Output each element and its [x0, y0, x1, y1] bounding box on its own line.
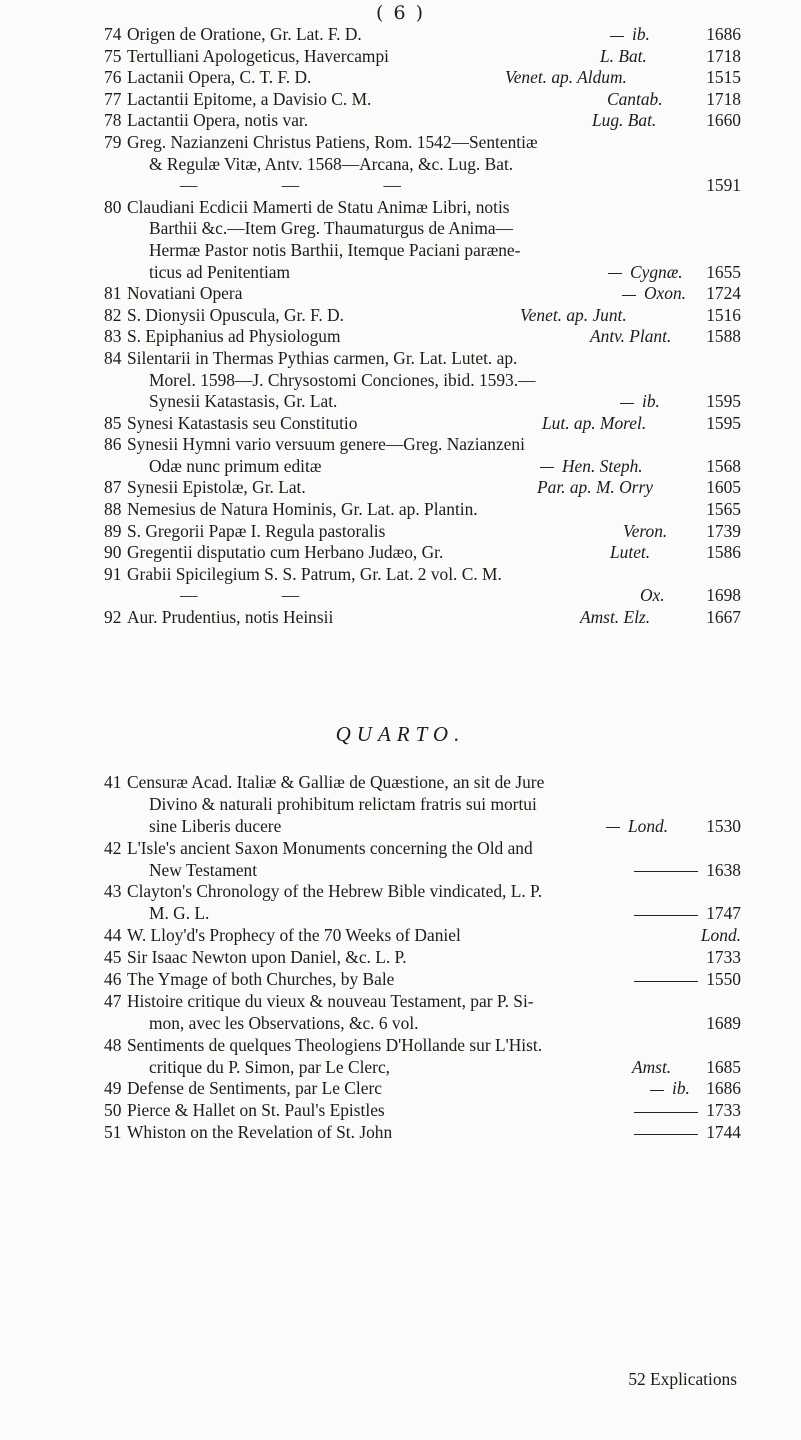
- entry-title: Synesii Epistolæ, Gr. Lat.: [127, 477, 306, 498]
- imprint-date: [634, 903, 741, 925]
- catalog-entry: [0, 521, 801, 543]
- catalog-entry: [0, 969, 801, 991]
- imprint-date-text: 1515: [706, 67, 741, 88]
- dash-rule: [622, 295, 636, 296]
- imprint-place: [590, 326, 671, 348]
- entry-title: W. Lloy'd's Prophecy of the 70 Weeks of Daniel: [127, 925, 461, 946]
- imprint-date-text: 1595: [706, 391, 741, 412]
- imprint-date-text: 1689: [706, 1012, 741, 1033]
- imprint-place-text: Lut. ap. Morel.: [542, 412, 647, 433]
- entry-title: Synesii Katastasis, Gr. Lat.: [149, 391, 338, 412]
- entry-number: 44: [104, 925, 122, 946]
- entry-line: [0, 1122, 801, 1144]
- catalog-entry: [0, 110, 801, 132]
- catalog-entry: [0, 991, 801, 1035]
- entry-number: 45: [104, 947, 122, 968]
- entry-number: 47: [104, 990, 122, 1011]
- entry-number: 42: [104, 837, 122, 858]
- imprint-date-text: 1718: [706, 88, 741, 109]
- entry-number: 89: [104, 520, 122, 541]
- imprint-date-text: 1718: [706, 45, 741, 66]
- catalog-entry: [0, 1078, 801, 1100]
- imprint-date: [706, 110, 741, 132]
- entry-title: Greg. Nazianzeni Christus Patiens, Rom. 1542—Sententiæ: [127, 131, 538, 152]
- imprint-place-text: Lutet.: [610, 542, 651, 563]
- entry-number: 77: [104, 88, 122, 109]
- entry-title: Tertulliani Apologeticus, Havercampi: [127, 45, 389, 66]
- entry-line: [0, 391, 801, 413]
- entry-line: [0, 499, 801, 521]
- entry-line: [0, 456, 801, 478]
- imprint-date: [706, 262, 741, 284]
- entry-line: [0, 991, 801, 1013]
- dash-rule: [610, 36, 624, 37]
- entry-number: 87: [104, 477, 122, 498]
- entry-line: [0, 838, 801, 860]
- imprint-place: [610, 24, 650, 46]
- entry-number: 46: [104, 969, 122, 990]
- imprint-place: [701, 925, 741, 947]
- entry-line: [0, 1057, 801, 1079]
- entry-title: & Regulæ Vitæ, Antv. 1568—Arcana, &c. Lug. Bat.: [149, 153, 514, 174]
- entry-line: [0, 154, 801, 176]
- imprint-place-text: Amst. Elz.: [580, 607, 651, 628]
- entry-line: [0, 881, 801, 903]
- entry-number: 81: [104, 283, 122, 304]
- entry-title: Hermæ Pastor notis Barthii, Itemque Paciani paræne-: [149, 239, 521, 260]
- entry-line: [0, 348, 801, 370]
- entry-title: Aur. Prudentius, notis Heinsii: [127, 607, 334, 628]
- imprint-date-text: 1667: [706, 607, 741, 628]
- imprint-date-text: 1660: [706, 110, 741, 131]
- entry-number: 84: [104, 347, 122, 368]
- entry-line: [0, 413, 801, 435]
- entry-title: L'Isle's ancient Saxon Monuments concerning the Old and: [127, 837, 533, 858]
- entry-number: 82: [104, 304, 122, 325]
- catalog-entry: [0, 542, 801, 564]
- entry-line: [0, 305, 801, 327]
- entry-line: [0, 903, 801, 925]
- entry-title: sine Liberis ducere: [149, 815, 282, 836]
- section-heading-quarto: QUARTO.: [335, 722, 466, 746]
- entry-title: ticus ad Penitentiam: [149, 261, 291, 282]
- entry-title: S. Dionysii Opuscula, Gr. F. D.: [127, 304, 344, 325]
- imprint-date: [706, 283, 741, 305]
- entry-number: 85: [104, 412, 122, 433]
- catalog-entry: [0, 132, 801, 197]
- catalog-entry: [0, 1122, 801, 1144]
- imprint-place: [592, 110, 656, 132]
- catalog-entry: [0, 477, 801, 499]
- imprint-place: [608, 262, 683, 284]
- imprint-place: [600, 46, 647, 68]
- imprint-date-text: 1605: [706, 477, 741, 498]
- imprint-date: [706, 175, 741, 197]
- imprint-place: [650, 1078, 690, 1100]
- entry-title: Divino & naturali prohibitum relictam fratris sui mortui: [149, 793, 537, 814]
- entry-line: [0, 434, 801, 456]
- imprint-date: [634, 969, 741, 991]
- entry-line: [0, 67, 801, 89]
- imprint-place: [537, 477, 653, 499]
- entry-title: Synesi Katastasis seu Constitutio: [127, 412, 358, 433]
- imprint-place-text: Cygnæ.: [630, 261, 683, 282]
- imprint-place-text: ib.: [672, 1078, 690, 1099]
- imprint-date: [706, 477, 741, 499]
- imprint-date: [706, 305, 741, 327]
- imprint-place: [540, 456, 643, 478]
- imprint-date: [706, 326, 741, 348]
- entry-title: Sir Isaac Newton upon Daniel, &c. L. P.: [127, 947, 407, 968]
- imprint-place-text: Venet. ap. Junt.: [520, 304, 627, 325]
- imprint-place-text: Veron.: [623, 520, 668, 541]
- imprint-date: [706, 24, 741, 46]
- entry-title: mon, avec les Observations, &c. 6 vol.: [149, 1012, 419, 1033]
- entry-line: [0, 1035, 801, 1057]
- catalog-entry: [0, 46, 801, 68]
- imprint-date: [706, 542, 741, 564]
- imprint-place-text: Hen. Steph.: [562, 455, 643, 476]
- entry-line: [0, 89, 801, 111]
- dash-rule: [620, 403, 634, 404]
- entry-title: Barthii &c.—Item Greg. Thaumaturgus de Anima—: [149, 218, 514, 239]
- imprint-date-text: 1698: [706, 585, 741, 606]
- entry-title: Novatiani Opera: [127, 283, 243, 304]
- imprint-date-text: 1588: [706, 326, 741, 347]
- imprint-date: [634, 860, 741, 882]
- catalog-entry: [0, 564, 801, 607]
- entry-line: [0, 1100, 801, 1122]
- imprint-place-text: Amst.: [632, 1056, 672, 1077]
- entry-number: 43: [104, 881, 122, 902]
- imprint-date: [706, 499, 741, 521]
- imprint-date: [706, 521, 741, 543]
- entry-number: 74: [104, 24, 122, 44]
- entry-title: Claudiani Ecdicii Mamerti de Statu Animæ Libri, notis: [127, 196, 510, 217]
- dash-rule: [606, 827, 620, 828]
- imprint-date-text: 1744: [706, 1122, 741, 1143]
- entry-title: critique du P. Simon, par Le Clerc,: [149, 1056, 391, 1077]
- page-number: ( 6 ): [376, 2, 425, 24]
- octavo-list: [0, 24, 801, 629]
- imprint-place: [640, 585, 665, 607]
- dash-rule: [634, 871, 698, 872]
- entry-number: 76: [104, 67, 122, 88]
- entry-number: 75: [104, 45, 122, 66]
- entry-line: [0, 175, 801, 197]
- entry-line: [0, 240, 801, 262]
- entry-title: Gregentii disputatio cum Herbano Judæo, Gr.: [127, 542, 444, 563]
- entry-title: Lactanii Opera, C. T. F. D.: [127, 67, 312, 88]
- catalog-entry: [0, 326, 801, 348]
- imprint-date-text: 1733: [706, 1100, 741, 1121]
- imprint-date-text: 1686: [706, 1078, 741, 1099]
- imprint-date-text: 1565: [706, 499, 741, 520]
- entry-line: [0, 283, 801, 305]
- dash-rule: [540, 467, 554, 468]
- entry-number: 48: [104, 1034, 122, 1055]
- entry-line: [0, 772, 801, 794]
- entry-title: Lactantii Epitome, a Davisio C. M.: [127, 88, 372, 109]
- entry-line: [0, 262, 801, 284]
- imprint-place: [505, 67, 627, 89]
- entry-title: Synesii Hymni vario versuum genere—Greg. Nazianzeni: [127, 434, 525, 455]
- entry-line: [0, 521, 801, 543]
- entry-title: Odæ nunc primum editæ: [149, 455, 322, 476]
- imprint-place: [622, 283, 686, 305]
- imprint-place: [623, 521, 667, 543]
- catalog-entry: [0, 67, 801, 89]
- entry-title: Whiston on the Revelation of St. John: [127, 1122, 393, 1143]
- imprint-date-text: 1638: [706, 859, 741, 880]
- imprint-date: [706, 947, 741, 969]
- imprint-date-text: 1516: [706, 304, 741, 325]
- imprint-date: [706, 1013, 741, 1035]
- entry-title: S. Gregorii Papæ I. Regula pastoralis: [127, 520, 386, 541]
- imprint-place-text: L. Bat.: [600, 45, 647, 66]
- entry-line: [0, 46, 801, 68]
- entry-title: Morel. 1598—J. Chrysostomi Conciones, ibid. 1593.—: [149, 369, 536, 390]
- catalog-entry: [0, 348, 801, 413]
- imprint-date-text: 1550: [706, 969, 741, 990]
- imprint-place-text: ib.: [632, 24, 650, 44]
- catalog-entry: [0, 197, 801, 283]
- catalog-entry: [0, 838, 801, 882]
- imprint-date-text: 1591: [706, 175, 741, 196]
- entry-line: [0, 197, 801, 219]
- entry-number: 78: [104, 110, 122, 131]
- imprint-date: [706, 391, 741, 413]
- imprint-date-text: 1747: [706, 903, 741, 924]
- quarto-list: [0, 772, 801, 1144]
- imprint-date: [706, 456, 741, 478]
- entry-line: [0, 477, 801, 499]
- imprint-date: [706, 46, 741, 68]
- entry-number: 50: [104, 1100, 122, 1121]
- entry-line: [0, 24, 801, 46]
- imprint-place: [580, 607, 650, 629]
- imprint-place: [607, 89, 663, 111]
- catalog-entry: [0, 305, 801, 327]
- entry-title: Clayton's Chronology of the Hebrew Bible vindicated, L. P.: [127, 881, 543, 902]
- catalog-entry: [0, 89, 801, 111]
- imprint-place: [520, 305, 627, 327]
- catalog-entry: [0, 947, 801, 969]
- imprint-place-text: Lug. Bat.: [592, 110, 657, 131]
- imprint-date-text: 1685: [706, 1056, 741, 1077]
- imprint-date-text: 1595: [706, 412, 741, 433]
- entry-line: [0, 542, 801, 564]
- dash-rule: [650, 1090, 664, 1091]
- entry-number: 90: [104, 542, 122, 563]
- entry-line: [0, 564, 801, 586]
- catalog-entry: [0, 1100, 801, 1122]
- imprint-place-text: Ox.: [640, 585, 665, 606]
- imprint-date-text: 1733: [706, 947, 741, 968]
- entry-line: [0, 860, 801, 882]
- imprint-date-text: 1586: [706, 542, 741, 563]
- entry-number: 86: [104, 434, 122, 455]
- catalog-entry: [0, 434, 801, 477]
- entry-line: [0, 132, 801, 154]
- entry-number: 92: [104, 607, 122, 628]
- catalog-entry: [0, 24, 801, 46]
- entry-title: Sentiments de quelques Theologiens D'Hollande sur L'Hist.: [127, 1034, 543, 1055]
- entry-line: [0, 925, 801, 947]
- imprint-place-text: Oxon.: [644, 283, 687, 304]
- imprint-place-text: Lond.: [628, 815, 669, 836]
- entry-line: [0, 947, 801, 969]
- entry-line: [0, 1078, 801, 1100]
- ditto-rules: — —: [180, 585, 340, 606]
- catchword: 52 Explications: [628, 1369, 737, 1389]
- entry-number: 79: [104, 131, 122, 152]
- entry-title: Nemesius de Natura Hominis, Gr. Lat. ap. Plantin.: [127, 499, 478, 520]
- entry-line: [0, 816, 801, 838]
- imprint-date-text: 1686: [706, 24, 741, 44]
- imprint-date: [706, 413, 741, 435]
- imprint-date: [706, 1078, 741, 1100]
- catalog-entry: [0, 607, 801, 629]
- entry-title: Censuræ Acad. Italiæ & Galliæ de Quæstione, an sit de Jure: [127, 772, 545, 792]
- entry-title: The Ymage of both Churches, by Bale: [127, 969, 395, 990]
- imprint-date: [706, 67, 741, 89]
- entry-title: Pierce & Hallet on St. Paul's Epistles: [127, 1100, 385, 1121]
- ditto-rules: — — —: [180, 175, 441, 196]
- catalog-entry: [0, 1035, 801, 1079]
- entry-line: [0, 326, 801, 348]
- entry-title: Histoire critique du vieux & nouveau Testament, par P. Si-: [127, 990, 534, 1011]
- dash-rule: [608, 273, 622, 274]
- catalog-entry: [0, 772, 801, 838]
- imprint-date-text: 1724: [706, 283, 741, 304]
- imprint-place-text: Venet. ap. Aldum.: [505, 67, 627, 88]
- entry-line: [0, 218, 801, 240]
- entry-number: 91: [104, 563, 122, 584]
- entry-line: [0, 969, 801, 991]
- imprint-place-text: Cantab.: [607, 88, 663, 109]
- entry-number: 83: [104, 326, 122, 347]
- imprint-date: [706, 585, 741, 607]
- imprint-place: [632, 1057, 671, 1079]
- imprint-place-text: ib.: [642, 391, 660, 412]
- imprint-place-text: Antv. Plant.: [590, 326, 672, 347]
- catalog-entry: [0, 881, 801, 925]
- entry-line: [0, 794, 801, 816]
- catalog-entry: [0, 499, 801, 521]
- imprint-place: [620, 391, 660, 413]
- entry-title: Defense de Sentiments, par Le Clerc: [127, 1078, 382, 1099]
- catalog-entry: [0, 413, 801, 435]
- imprint-date-text: 1530: [706, 815, 741, 836]
- entry-number: 88: [104, 499, 122, 520]
- entry-line: [0, 370, 801, 392]
- imprint-place-text: Lond.: [700, 925, 741, 946]
- entry-title: Silentarii in Thermas Pythias carmen, Gr. Lat. Lutet. ap.: [127, 347, 518, 368]
- imprint-date-text: 1739: [706, 520, 741, 541]
- imprint-place: [610, 542, 650, 564]
- entry-title: Origen de Oratione, Gr. Lat. F. D.: [127, 24, 362, 44]
- entry-title: Lactantii Opera, notis var.: [127, 110, 309, 131]
- dash-rule: [634, 981, 698, 982]
- imprint-date-text: 1655: [706, 261, 741, 282]
- entry-title: S. Epiphanius ad Physiologum: [127, 326, 341, 347]
- imprint-date: [706, 1057, 741, 1079]
- entry-title: M. G. L.: [149, 903, 210, 924]
- entry-line: [0, 585, 801, 607]
- entry-line: [0, 110, 801, 132]
- entry-line: [0, 1013, 801, 1035]
- entry-number: 80: [104, 196, 122, 217]
- catalog-entry: [0, 283, 801, 305]
- imprint-date-text: 1568: [706, 455, 741, 476]
- dash-rule: [634, 915, 698, 916]
- imprint-date: [706, 607, 741, 629]
- imprint-place: [542, 413, 646, 435]
- catalog-entry: [0, 925, 801, 947]
- entry-number: 41: [104, 772, 122, 792]
- entry-line: [0, 607, 801, 629]
- dash-rule: [634, 1112, 698, 1113]
- entry-title: New Testament: [149, 859, 258, 880]
- imprint-date: [706, 89, 741, 111]
- imprint-date: [706, 816, 741, 838]
- imprint-date: [634, 1122, 741, 1144]
- imprint-place-text: Par. ap. M. Orry: [537, 477, 653, 498]
- imprint-date: [634, 1100, 741, 1122]
- dash-rule: [634, 1134, 698, 1135]
- imprint-place: [606, 816, 668, 838]
- entry-number: 51: [104, 1122, 122, 1143]
- entry-number: 49: [104, 1078, 122, 1099]
- entry-title: Grabii Spicilegium S. S. Patrum, Gr. Lat. 2 vol. C. M.: [127, 563, 502, 584]
